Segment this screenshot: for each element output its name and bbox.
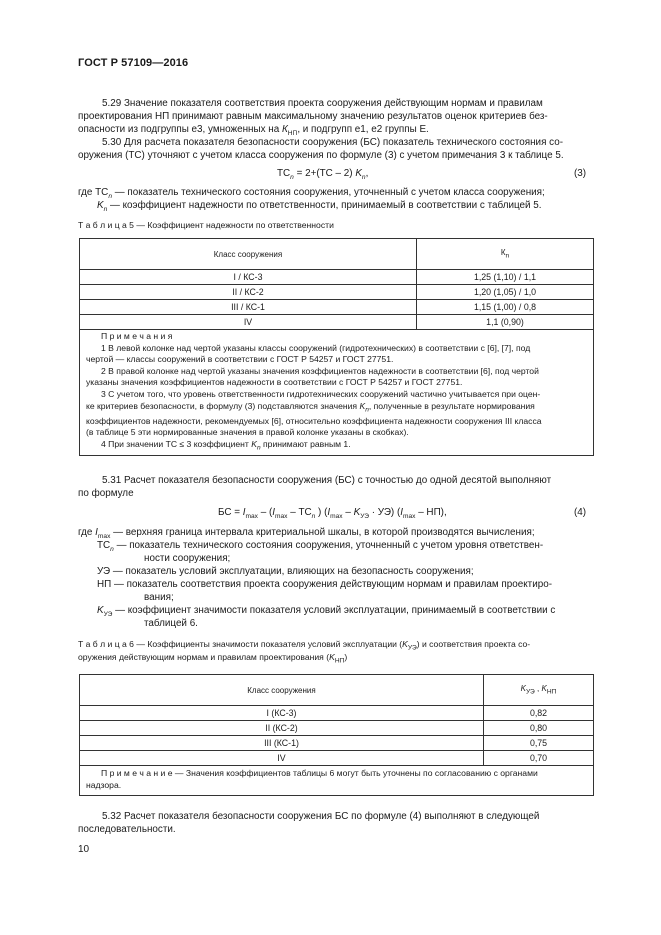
- table6-note-line1: П р и м е ч а н и е — Значения коэффициентов таблицы 6 могут быть уточнены по согласованию с органами: [101, 768, 538, 778]
- table6-cell: III (КС-1): [80, 736, 484, 751]
- table5-header-class: Класс сооружения: [80, 239, 417, 270]
- table5-cell: I / КС-3: [80, 270, 417, 285]
- where4-line2: $ТС_n$ — показатель технического состояния сооружения, уточненный с учетом уровня ответствен-: [97, 540, 544, 553]
- table6-cell: I (КС-3): [80, 706, 484, 721]
- formula-4-number: (4): [574, 507, 587, 518]
- note-2-line2: указаны значения коэффициентов надежности в соответствии с ГОСТ Р 54257 и ГОСТ 27751.: [86, 377, 463, 388]
- table5-cell: IV: [80, 315, 417, 330]
- table5-notes: [79, 329, 594, 456]
- p530-line2: оружения (ТС) уточняют с учетом класса сооружения по формуле (3) с учетом примечания 3 к таблице 5.: [78, 150, 564, 161]
- table5-cell: 1,25 (1,10) / 1,1: [417, 270, 594, 285]
- p529-line2: проектирования НП принимают равным максимальному значению результатов оценок критериев без-: [78, 111, 548, 122]
- table-row: [80, 706, 594, 721]
- where4-line5b: таблицей 6.: [144, 618, 198, 629]
- p529-line3: опасности из подгруппы е3, умноженных на $К_{НП}$, и подгрупп е1, е2 группы Е.: [78, 124, 429, 137]
- table6-note-line2: надзора.: [86, 779, 122, 790]
- where4-line5: $K_{УЭ}$ — коэффициент значимости показателя условий эксплуатации, принимаемый в соответствии с: [97, 605, 556, 618]
- formula-3-number: (3): [574, 168, 587, 179]
- table6-note: [79, 766, 594, 796]
- table5-header-k: $К_n$: [417, 239, 594, 270]
- note-4: 4 При значении ТС ≤ 3 коэффициент $K_n$ принимают равным 1.: [101, 439, 351, 452]
- table5-caption: Т а б л и ц а 5 — Коэффициент надежности по ответственности: [78, 220, 334, 230]
- table5-cell: III / КС-1: [80, 300, 417, 315]
- where3-line1: где $ТС_n$ — показатель технического состояния сооружения, уточненный с учетом класса сооружения;: [78, 187, 545, 200]
- p532-line2: последовательности.: [78, 824, 176, 835]
- table6-header-class: Класс сооружения: [80, 675, 484, 706]
- table6: [79, 674, 594, 766]
- p530-line1: 5.30 Для расчета показателя безопасности сооружения (БС) показатель технического состояния со-: [102, 137, 563, 148]
- page-number: 10: [78, 844, 90, 855]
- note-1-line1: 1 В левой колонке над чертой указаны классы сооружений (гидротехнических) в соответствии с [6], [7], под: [101, 342, 531, 353]
- where4-line2b: ности сооружения;: [144, 553, 231, 564]
- table5-cell: 1,1 (0,90): [417, 315, 594, 330]
- p531-line2: по формуле: [78, 488, 134, 499]
- note-3-line1: 3 С учетом того, что уровень ответственности гидротехнических сооружений частично учитывается при оцен-: [101, 388, 541, 399]
- table-row: [80, 300, 594, 315]
- table6-caption-line1: Т а б л и ц а 6 — Коэффициенты значимости показателя условий эксплуатации $(K_{УЭ})$ и соответствия проекта со-: [78, 639, 531, 652]
- note-3-line4: (в таблице 5 эти нормированные значения в правой колонке указаны в скобках).: [86, 427, 409, 438]
- table-row: [80, 721, 594, 736]
- table6-cell: 0,82: [484, 706, 594, 721]
- table6-cell: IV: [80, 751, 484, 766]
- table-row: [80, 315, 594, 330]
- table-row: [80, 270, 594, 285]
- document-header: ГОСТ Р 57109—2016: [78, 57, 189, 69]
- where4-line1: где $I_{max}$ — верхняя граница интервала критериальной шкалы, в которой производятся вычисления;: [78, 527, 535, 540]
- note-3-line2: ке критериев безопасности, в формулу (3) подставляются значения $K_n$, полученные в результате нормирования: [86, 400, 535, 414]
- table6-cell: II (КС-2): [80, 721, 484, 736]
- table6-caption-line2: оружения действующим нормам и правилам проектирования $(K_{НП})$: [78, 652, 348, 665]
- formula-3: $ТС_n = 2+(ТС - 2)$ $K_n$,: [277, 168, 369, 181]
- table6-cell: 0,75: [484, 736, 594, 751]
- note-3-line3: коэффициентов надежности, рекомендуемых [6], относительно коэффициента надежности сооружения III класса: [86, 415, 542, 426]
- table6-header-k: $K_{УЭ}$ , $K_{НП}$: [484, 675, 594, 706]
- p531-line1: 5.31 Расчет показателя безопасности сооружения (БС) с точностью до одной десятой выполняют: [102, 475, 552, 486]
- table-row: [80, 736, 594, 751]
- notes-title: П р и м е ч а н и я: [101, 331, 173, 341]
- table6-cell: 0,80: [484, 721, 594, 736]
- where3-line2: $K_n$ — коэффициент надежности по ответственности, принимаемый в соответствии с таблицей 5.: [97, 200, 542, 213]
- table-row: [80, 285, 594, 300]
- table5-cell: 1,20 (1,05) / 1,0: [417, 285, 594, 300]
- where4-line4b: вания;: [144, 592, 174, 603]
- table6-cell: 0,70: [484, 751, 594, 766]
- table5-cell: 1,15 (1,00) / 0,8: [417, 300, 594, 315]
- note-1-line2: чертой — классы сооружений в соответствии с ГОСТ Р 54257 и ГОСТ 27751.: [86, 354, 394, 365]
- table5: [79, 238, 594, 330]
- formula-4: БС = $I_{max} - (I_{max} - ТС_n$ ) $(I_{max} - K_{УЭ} \cdot УЭ)$ $(I_{max} - НП)$,: [218, 507, 447, 520]
- where4-line4: НП — показатель соответствия проекта сооружения действующим нормам и правилам проектиро-: [97, 579, 552, 590]
- where4-line3: УЭ — показатель условий эксплуатации, влияющих на безопасность сооружения;: [97, 566, 474, 577]
- note-2-line1: 2 В правой колонке над чертой указаны значения коэффициентов надежности в соответствии [6], под чертой: [101, 365, 539, 376]
- p532-line1: 5.32 Расчет показателя безопасности сооружения БС по формуле (4) выполняют в следующей: [102, 811, 540, 822]
- table-row: [80, 751, 594, 766]
- p529-line1: 5.29 Значение показателя соответствия проекта сооружения действующим нормам и правилам: [102, 98, 543, 109]
- table5-cell: II / КС-2: [80, 285, 417, 300]
